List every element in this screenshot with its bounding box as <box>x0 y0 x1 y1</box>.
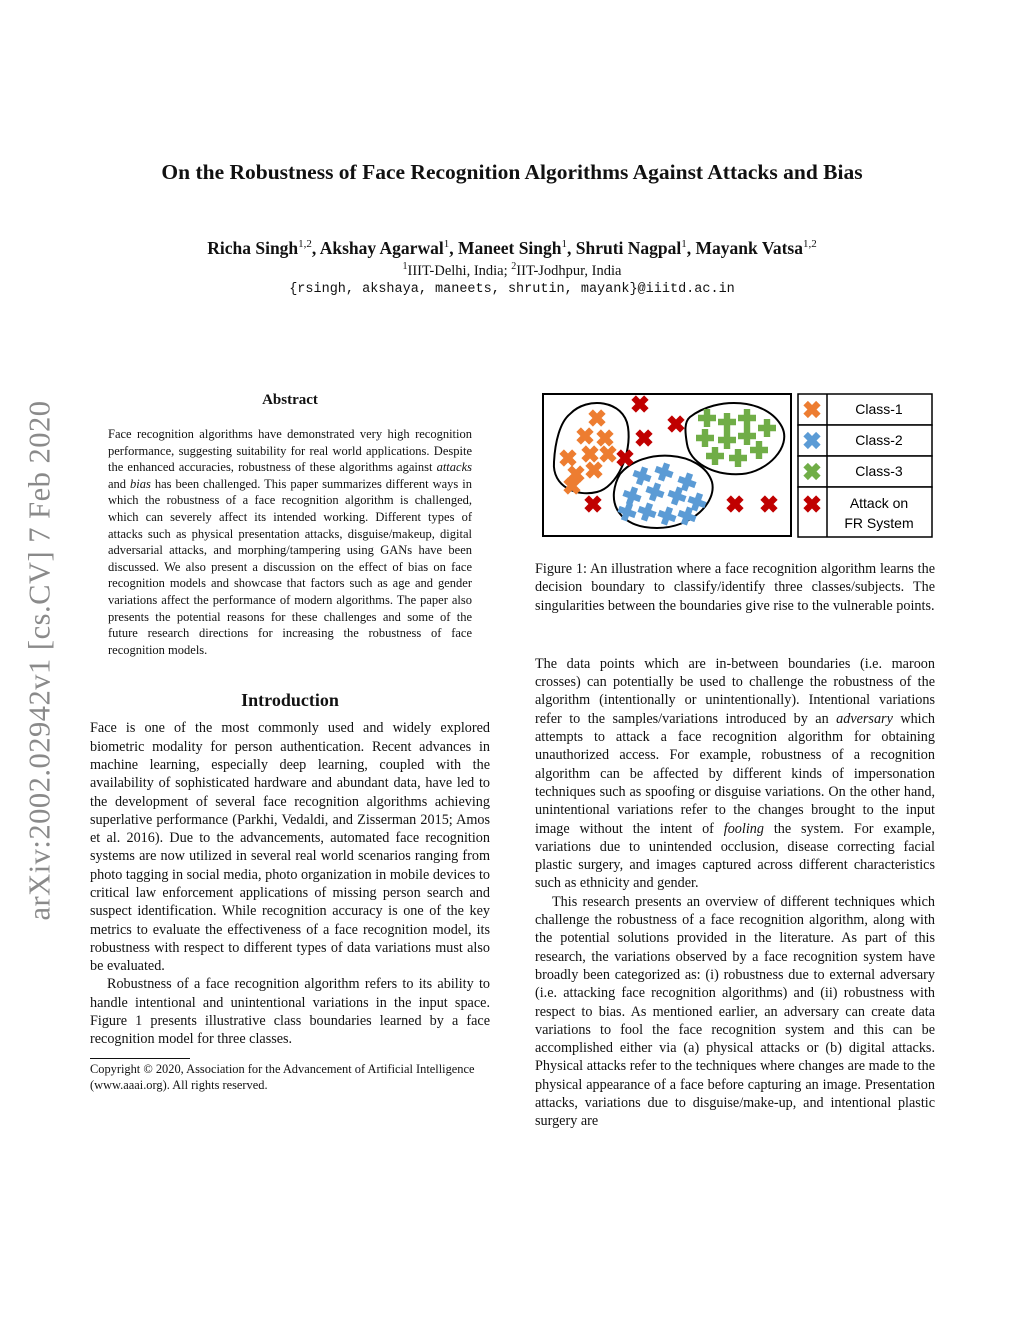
legend-label-class-2: Class-2 <box>855 432 903 448</box>
abstract-segment: and <box>108 476 131 491</box>
author-name: Mayank Vatsa <box>695 238 803 258</box>
paper-title: On the Robustness of Face Recognition Algorithms Against Attacks and Bias <box>161 160 863 184</box>
abstract-segment: has been challenged. This paper summarizes different ways in which the robustness of a face recognition algorithm is challenged, which can severely affect its intended working. Different types of attacks such as physical presentation attacks, disguise/makeup, digital adversarial attacks, and morphing/tampering using GANs have been discussed. We also present a discussion on the effect of bias on face recognition models and showcase that factors such as age and gender variations affect the performance of modern algorithms. The paper also presents the potential reasons for these challenges and some of the future research directions for increasing the robustness of face recognition models. <box>108 476 472 657</box>
decision-boundary-illustration <box>542 392 935 542</box>
abstract-text <box>108 426 472 658</box>
introduction-paragraph-2: Robustness of a face recognition algorithm refers to its ability to handle intentional and unintentional variations in the input space. Figure 1 presents illustrative class boundaries learned by a face recognition model for three classes. <box>90 976 490 1048</box>
body-emphasis: fooling <box>723 820 764 837</box>
author-name: Shruti Nagpal <box>575 238 682 258</box>
author-list: Richa Singh$^{1,2}$, Akshay Agarwal$^1$, Maneet Singh$^1$, Shruti Nagpal$^1$, Mayank Vatsa$^{1,2}$ <box>207 238 817 258</box>
abstract-heading: Abstract <box>262 392 318 408</box>
body-segment: which attempts to attack a face recognition algorithm for obtaining unauthorized access. For example, robustness of a recognition algorithm can be affected by different kinds of impersonation techniques such as spoofing or disguise variations. On the other hand, unintentional variations refer to the changes brought to the input image without the intent of <box>535 710 935 837</box>
introduction-paragraph-1: Face is one of the most commonly used and widely explored biometric modality for person authentication. Recent advances in machine learning, especially deep learning, coupled with the availability of sophisticated hardware and abundant data, have led to the development of several face recognition algorithms achieving superlative performance (Parkhi, Vedaldi, and Zisserman 2015; Amos et al. 2016). Due to the advancements, automated face recognition systems are now utilized in several real world scenarios ranging from photo tagging in social media, photo organization in mobile devices to critical law enforcement applications of missing person search and suspect identification. While recognition accuracy is one of the key metrics to evaluate the effectiveness of a face recognition model, its robustness with respect to different types of data variations must also be evaluated. <box>90 720 490 975</box>
author-affiliation-mark: 1,2 <box>298 238 312 251</box>
affiliation-mark: 1 <box>402 261 408 272</box>
left-column <box>90 392 490 1093</box>
figure-1 <box>535 392 935 542</box>
author-name: Richa Singh <box>207 238 299 258</box>
author-affiliation-mark: 1 <box>561 238 568 251</box>
figure-1-caption: Figure 1: An illustration where a face recognition algorithm learns the decision boundary to classify/identify three classes/subjects. The singularities between the boundaries give rise to the vulnerable points. <box>535 561 935 614</box>
footnote-divider <box>90 1058 190 1059</box>
author-affiliation-mark: 1 <box>443 238 450 251</box>
right-column <box>535 392 935 1131</box>
introduction-heading: Introduction <box>241 690 339 711</box>
arxiv-identifier: arXiv:2002.02942v1 [cs.CV] 7 Feb 2020 <box>22 399 57 921</box>
legend-label-class-3: Class-3 <box>855 463 903 479</box>
abstract-segment: Face recognition algorithms have demonstrated very high recognition performance, suggesting suitability for real world applications. Despite the enhanced accuracies, robustness of these algorithms against <box>108 427 472 475</box>
author-affiliation-mark: 1 <box>681 238 687 251</box>
copyright-footnote: Copyright © 2020, Association for the Advancement of Artificial Intelligence (www.aaai.org). All rights reserved. <box>90 1061 475 1092</box>
author-emails: {rsingh, akshaya, maneets, shrutin, mayank}@iiitd.ac.in <box>289 282 735 297</box>
author-affiliation-mark: 1,2 <box>803 238 817 251</box>
body-segment: The data points which are in-between boundaries (i.e. maroon crosses) can potentially be used to challenge the robustness of the algorithm (intentionally or unintentionally). Intentional variations refer to the samples/variations introduced by an <box>535 655 935 727</box>
arxiv-side-stamp <box>16 360 64 960</box>
affiliation-1: IIIT-Delhi, India; <box>407 262 512 279</box>
body-emphasis: adversary <box>836 710 893 727</box>
legend-label-attack-line-2: FR System <box>844 515 914 531</box>
body-segment: the system. For example, variations due to unintended occlusion, disease correcting facial plastic surgery, and images captured across different characteristics such as ethnicity and gender. <box>535 820 935 892</box>
body-paragraph-2: This research presents an overview of different techniques which challenge the robustness of a face recognition algorithm, along with the potential solutions provided in the literature. As part of this research, the variations observed by a face recognition system have broadly been categorized as: (i) robustness due to external adversary (i.e. attacking face recognition algorithms) and (ii) robustness with respect to bias. As mentioned earlier, an adversary can create data variations to fool the face recognition system and this can be accomplished either via (a) physical attacks or (b) digital attacks. Physical attacks refer to the techniques where changes are made to the physical appearance of a face before capturing an image. Presentation attacks, variations due to disguise/make-up, and intentional plastic surgery are <box>535 893 935 1130</box>
author-name: Maneet Singh <box>457 238 562 258</box>
right-body-text <box>535 655 935 1131</box>
figure-legend <box>798 394 932 537</box>
body-paragraph-1 <box>535 655 935 893</box>
author-name: Akshay Agarwal <box>319 238 444 258</box>
affiliation-2: IIT-Jodhpur, India <box>516 262 622 279</box>
legend-label-class-1: Class-1 <box>855 401 903 417</box>
affiliations <box>60 261 964 280</box>
affiliation-mark: 2 <box>511 261 517 272</box>
abstract-emphasis: bias <box>130 476 151 491</box>
abstract-emphasis: attacks <box>436 460 472 475</box>
legend-label-attack-line-1: Attack on <box>849 495 909 511</box>
